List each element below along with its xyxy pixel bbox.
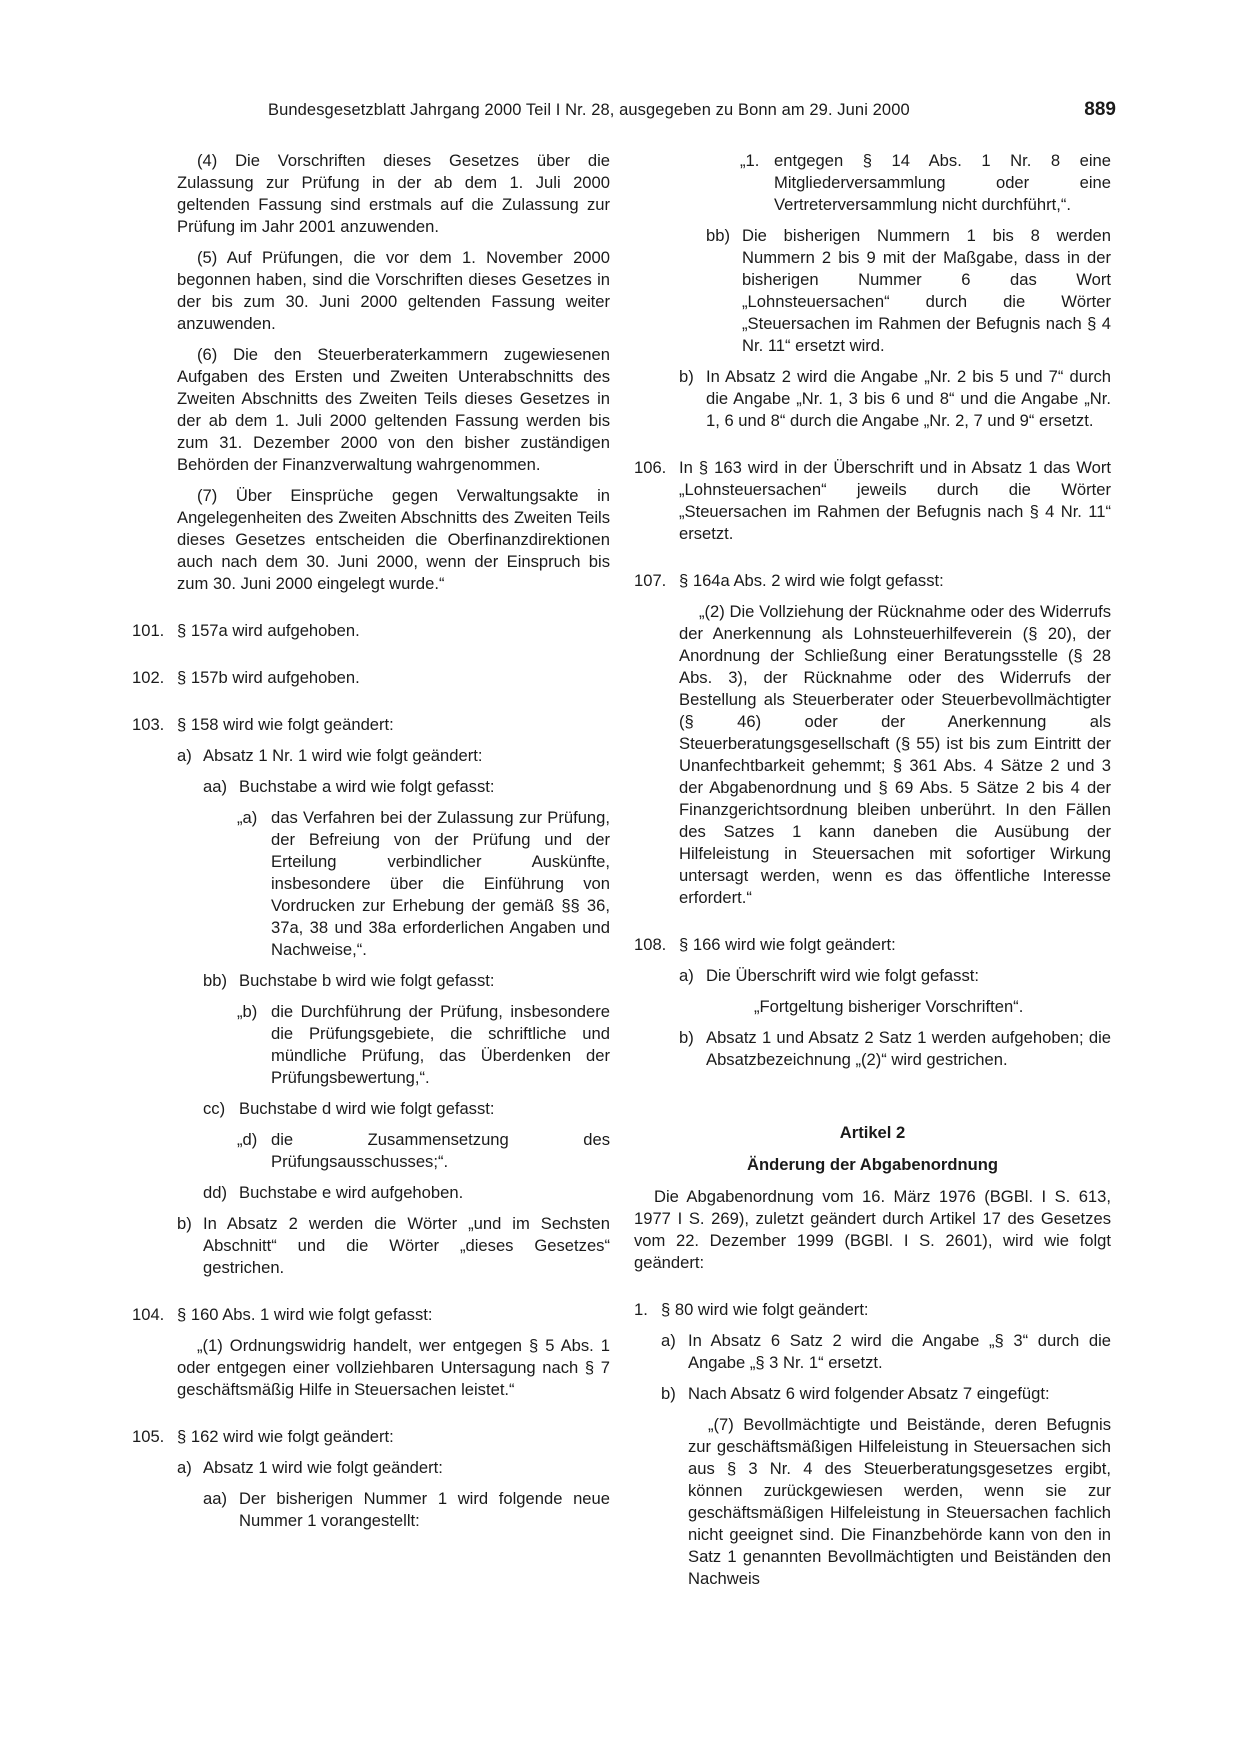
item-text: Die Überschrift wird wie folgt gefasst:: [706, 966, 979, 985]
item-106: [634, 457, 1111, 545]
item-108: [634, 934, 1111, 956]
item-label: bb): [203, 971, 227, 990]
item-105-b: [679, 366, 1111, 432]
art-item-1-b-quote: „(7) Bevollmächtigte und Beistände, deren Befugnis zur geschäftsmäßigen Hilfeleistung in Steuersachen sich aus § 3 Nr. 4 des Steuerberatungsgesetzes ergibt, können zurückgewiesen werden, wenn sie zur geschäftsmäßigen Hilfeleistung in Steuersachen fachlich nicht geeignet sind. Die Finanzbehörde kann von den in Satz 1 genannten Bevollmächtigten und Beiständen den Nachweis: [688, 1415, 1111, 1588]
item-105-quote-1: [740, 150, 1111, 216]
page-number: 889: [1084, 99, 1116, 120]
item-text: In Absatz 6 Satz 2 wird die Angabe „§ 3“ durch die Angabe „§ 3 Nr. 1“ ersetzt.: [688, 1331, 1111, 1372]
header-title: Bundesgesetzblatt Jahrgang 2000 Teil I Nr. 28, ausgegeben zu Bonn am 29. Juni 2000: [268, 101, 910, 119]
article-title: Änderung der Abgabenordnung: [746, 1155, 999, 1174]
item-text: die Durchführung der Prüfung, insbesondere die Prüfungsgebiete, die schriftliche und mündliche Prüfung, das Überdenken der Prüfungsbewertung,“.: [271, 1002, 610, 1087]
item-label: aa): [203, 1489, 227, 1508]
item-text: Absatz 1 und Absatz 2 Satz 1 werden aufgehoben; die Absatzbezeichnung „(2)“ wird gestrichen.: [706, 1028, 1111, 1069]
item-text: § 164a Abs. 2 wird wie folgt gefasst:: [679, 571, 944, 590]
item-label: b): [177, 1214, 192, 1233]
paragraph-7: (7) Über Einsprüche gegen Verwaltungsakte in Angelegenheiten des Zweiten Abschnitts des Zweiten Teils dieses Gesetzes entscheiden die Oberfinanzdirektionen auch nach dem 30. Juni 2000, wenn der Einspruch bis zum 30. Juni 2000 eingelegt wurde.“: [177, 486, 610, 593]
item-108-a: [679, 965, 1111, 987]
item-label: a): [679, 966, 694, 985]
item-103-aa-quote: [237, 807, 610, 961]
item-text: Absatz 1 wird wie folgt geändert:: [203, 1458, 443, 1477]
item-text: In Absatz 2 wird die Angabe „Nr. 2 bis 5 und 7“ durch die Angabe „Nr. 1, 3 bis 6 und 8“ und die Angabe „Nr. 1, 6 und 8“ durch die Angabe „Nr. 2, 7 und 9“ ersetzt.: [706, 367, 1111, 430]
art-item-1-a: [661, 1330, 1111, 1374]
paragraph-4: (4) Die Vorschriften dieses Gesetzes über die Zulassung zur Prüfung in der ab dem 1. Juli 2000 geltenden Fassung sind erstmals auf die Zulassung zur Prüfung im Jahr 2001 anzuwenden.: [177, 151, 610, 236]
item-label: 101.: [132, 621, 165, 640]
item-text: die Zusammensetzung des Prüfungsausschusses;“.: [271, 1130, 610, 1171]
item-text: Buchstabe d wird wie folgt gefasst:: [239, 1099, 495, 1118]
item-label: dd): [203, 1183, 227, 1202]
item-text: entgegen § 14 Abs. 1 Nr. 8 eine Mitgliederversammlung oder eine Vertreterversammlung nicht durchführt,“.: [774, 151, 1111, 214]
item-105-a: [177, 1457, 610, 1479]
item-label: „1.: [740, 151, 760, 170]
item-label: 106.: [634, 458, 667, 477]
item-text: § 157b wird aufgehoben.: [177, 668, 360, 687]
item-text: Nach Absatz 6 wird folgender Absatz 7 eingefügt:: [688, 1384, 1050, 1403]
item-label: cc): [203, 1099, 226, 1118]
item-107: [634, 570, 1111, 592]
item-text: Buchstabe a wird wie folgt gefasst:: [239, 777, 495, 796]
item-108-b: [679, 1027, 1111, 1071]
item-text: In § 163 wird in der Überschrift und in Absatz 1 das Wort „Lohnsteuersachen“ jeweils durch die Wörter „Steuersachen im Rahmen der Befugnis nach § 4 Nr. 11“ ersetzt.: [679, 458, 1111, 543]
item-label: b): [679, 367, 694, 386]
art-item-1-b: [661, 1383, 1111, 1405]
item-101: [132, 620, 610, 642]
item-103-b: [177, 1213, 610, 1279]
right-column: [634, 150, 1111, 1599]
item-103-bb: [203, 970, 610, 992]
article-heading: Artikel 2: [839, 1123, 906, 1142]
item-105: [132, 1426, 610, 1448]
left-column: [132, 150, 610, 1541]
item-label: a): [661, 1331, 676, 1350]
item-text: das Verfahren bei der Zulassung zur Prüfung, der Befreiung von der Prüfung und der Erteilung verbindlicher Auskünfte, insbesondere über die Einführung von Vordrucken zur Erhebung der gemäß §§ 36, 37a, 38 und 38a erforderlichen Angaben und Nachweise,“.: [271, 808, 610, 959]
item-label: „a): [237, 808, 258, 827]
item-label: 107.: [634, 571, 667, 590]
item-103-cc-quote: [237, 1129, 610, 1173]
item-label: b): [679, 1028, 694, 1047]
item-label: 104.: [132, 1305, 165, 1324]
item-label: 108.: [634, 935, 667, 954]
article-intro: Die Abgabenordnung vom 16. März 1976 (BGBl. I S. 613, 1977 I S. 269), zuletzt geändert durch Artikel 17 des Gesetzes vom 22. Dezember 1999 (BGBl. I S. 2601), wird wie folgt geändert:: [634, 1187, 1111, 1272]
item-103-dd: [203, 1182, 610, 1204]
item-label: a): [177, 1458, 192, 1477]
item-103-a: [177, 745, 610, 767]
item-label: b): [661, 1384, 676, 1403]
item-text: § 158 wird wie folgt geändert:: [177, 715, 394, 734]
item-105-bb: [706, 225, 1111, 357]
item-label: aa): [203, 777, 227, 796]
item-text: In Absatz 2 werden die Wörter „und im Sechsten Abschnitt“ und die Wörter „dieses Gesetzes“ gestrichen.: [203, 1214, 610, 1277]
item-text: § 157a wird aufgehoben.: [177, 621, 360, 640]
item-103-bb-quote: [237, 1001, 610, 1089]
paragraph-5: (5) Auf Prüfungen, die vor dem 1. November 2000 begonnen haben, sind die Vorschriften dieses Gesetzes in der bis zum 30. Juni 2000 geltenden Fassung weiter anzuwenden.: [177, 248, 610, 333]
item-text: § 80 wird wie folgt geändert:: [661, 1300, 869, 1319]
item-label: 1.: [634, 1300, 648, 1319]
item-103-cc: [203, 1098, 610, 1120]
item-104: [132, 1304, 610, 1326]
item-105-aa: [203, 1488, 610, 1532]
item-103-aa: [203, 776, 610, 798]
page-header: [0, 101, 1240, 125]
art-item-1: [634, 1299, 1111, 1321]
item-108-a-quote: „Fortgeltung bisheriger Vorschriften“.: [754, 997, 1024, 1016]
paragraph-6: (6) Die den Steuerberaterkammern zugewiesenen Aufgaben des Ersten und Zweiten Unterabschnitts des Zweiten Abschnitts des Zweiten Teils dieses Gesetzes in der ab dem 1. Juli 2000 geltenden Fassung werden bis zum 31. Dezember 2000 von den bisher zuständigen Behörden der Finanzverwaltung wahrgenommen.: [177, 345, 610, 474]
item-text: § 166 wird wie folgt geändert:: [679, 935, 896, 954]
item-label: „d): [237, 1130, 258, 1149]
item-text: Buchstabe b wird wie folgt gefasst:: [239, 971, 495, 990]
item-text: Buchstabe e wird aufgehoben.: [239, 1183, 464, 1202]
item-text: Der bisherigen Nummer 1 wird folgende neue Nummer 1 vorangestellt:: [239, 1489, 610, 1530]
item-103: [132, 714, 610, 736]
item-text: Die bisherigen Nummern 1 bis 8 werden Nummern 2 bis 9 mit der Maßgabe, dass in der bisherigen Nummer 6 das Wort „Lohnsteuersachen“ durch die Wörter „Steuersachen im Rahmen der Befugnis nach § 4 Nr. 11“ ersetzt wird.: [742, 226, 1111, 355]
item-107-quote: „(2) Die Vollziehung der Rücknahme oder des Widerrufs der Anerkennung als Lohnsteuerhilfeverein (§ 20), der Anordnung der Schließung einer Beratungsstelle (§ 28 Abs. 3), der Rücknahme oder des Widerrufs der Bestellung als Steuerberater oder Steuerbevollmächtigter (§ 46) oder der Anerkennung als Steuerberatungsgesellschaft (§ 55) ist bis zum Eintritt der Unanfechtbarkeit gehemmt; § 361 Abs. 4 Sätze 2 und 3 der Abgabenordnung und § 69 Abs. 5 Sätze 2 bis 4 der Finanzgerichtsordnung bleiben unberührt. In den Fällen des Satzes 1 kann daneben die Ausübung der Hilfeleistung in Steuersachen mit sofortiger Wirkung untersagt werden, wenn es das öffentliche Interesse erfordert.“: [679, 602, 1111, 907]
item-label: 105.: [132, 1427, 165, 1446]
item-text: § 162 wird wie folgt geändert:: [177, 1427, 394, 1446]
item-text: Absatz 1 Nr. 1 wird wie folgt geändert:: [203, 746, 483, 765]
item-text: § 160 Abs. 1 wird wie folgt gefasst:: [177, 1305, 433, 1324]
item-104-quote: „(1) Ordnungswidrig handelt, wer entgegen § 5 Abs. 1 oder entgegen einer vollziehbaren Untersagung nach § 7 geschäftsmäßig Hilfe in Steuersachen leistet.“: [177, 1336, 610, 1399]
item-label: a): [177, 746, 192, 765]
item-label: „b): [237, 1002, 258, 1021]
item-label: 103.: [132, 715, 165, 734]
item-102: [132, 667, 610, 689]
item-label: 102.: [132, 668, 165, 687]
item-label: bb): [706, 226, 730, 245]
